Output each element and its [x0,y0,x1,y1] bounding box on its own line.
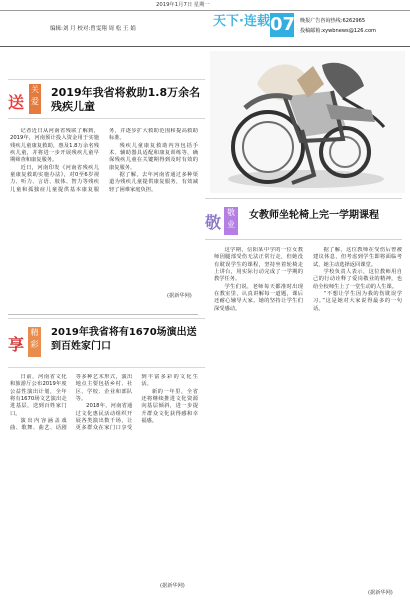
section-title: 天下·连载 [213,14,270,29]
story-tag-large: 享 [8,335,25,354]
wheelchair-photo-graphic [210,51,405,193]
story-title: 2019年我省将救助1.8万余名残疾儿童 [51,86,201,113]
story-title: 2019年我省将有1670场演出送到百姓家门口 [51,327,197,352]
story-paragraph: 这学期，信阳某中学的一位女教师因腿部受伤无法正常行走，但她没有耽误学生的课程，坚持坐着轮椅走上讲台，用实际行动完成了一学期的教学任务。 [214,247,303,283]
story-paragraph: 据了解，去年河南省通过多种渠道为残疾儿童提供康复服务，有效减轻了困难家庭负担。 [109,172,198,193]
story-tag-small: 敬业 [224,207,238,235]
story-paragraph: 记者近日从河南省残联了解到，2019年，河南预计投入资金用于实施残疾儿童康复救助，惠及1.8万余名残疾儿童，并将进一步开展残疾儿童早期筛查和康复服务。 [10,128,99,164]
story-tag-small: 精彩 [28,327,41,357]
story-paragraph: 日前，河南省文化和旅游厅公布2019年度公益性演出计划，全年将有1670场文艺演出走进基层，送到百姓家门口。 [10,374,67,417]
story-paragraph: 据了解，这位教师在受伤后曾被建议休息，但考虑到学生即将面临考试，她主动选择返回课堂。 [313,247,402,268]
advertising-hotline: 晚报广告咨询热线:6262965 [300,18,366,24]
story-title: 女教师坐轮椅上完一学期课程 [249,210,379,221]
story-paragraph: 近日，河南印发《河南省残疾儿童康复救助实施办法》，对0至6岁视力、听力、言语、肢体、智力等残疾儿童和孤独症儿童提供基本康复服务，并逐步扩大救助范围和提高救助标准。 [10,128,198,193]
story-paragraph: 残疾儿童康复救助内容包括手术、辅助器具适配和康复训练等，确保残疾儿童在关键期得到及时有效的康复服务。 [109,142,198,171]
cultural-activities-header [8,318,205,368]
top-meta-bar [0,0,410,11]
child-medical-aid-header [8,79,205,119]
story-tag-large: 敬 [205,213,222,232]
child-medical-aid-story [0,47,205,312]
story-paragraph: “不想让学生因为我的伤耽误学习。”这是她对大家说得最多的一句话。 [313,291,402,312]
submission-email: 投稿邮箱:xywbnews@126.com [300,28,377,34]
editorial-credits: 编辑:刘 月 校对:曾雯翔 周 松 王 娟 [50,26,136,32]
issue-date: 2019年1月7日 星期一 [156,2,210,8]
wheelchair-illustration [210,51,405,193]
story-tag-large: 送 [8,93,25,112]
cultural-activities-body [10,374,198,576]
cultural-activities-story [0,318,205,616]
story-paragraph: 新的一年里，全省还将继续推进文化资源向基层倾斜，进一步提升群众文化获得感和幸福感。 [141,388,198,425]
story-paragraph: 学校负责人表示，这位教师用自己的行动诠释了爱岗敬业的精神，也给全校师生上了一堂生动的人生课。 [313,269,402,290]
contact-information [300,16,403,36]
story-paragraph: 学生们说，老师每天都准时出现在教室里，认真讲解每一道题，课后还耐心辅导大家。她的坚持让学生们深受感动。 [214,283,303,312]
page-masthead [0,12,410,47]
story-source-credit: (据新华网) [160,583,185,589]
story-source-credit: (据新华网) [368,590,393,596]
story-paragraph: 2018年，河南省通过文化惠民活动组织开展各类演出数千场，让更多群众在家门口享受到丰富多彩的文化生活。 [75,374,198,432]
story-source-credit: (据新华网) [167,293,192,299]
teacher-wheelchair-body [214,247,402,595]
section-page-number: 07 [270,14,296,35]
story-paragraph: 演出内容涵盖戏曲、歌舞、曲艺、话剧等多种艺术形式，演出地点主要包括乡村、社区、学校、企业和部队等。 [10,374,133,432]
child-medical-aid-body [10,128,198,287]
story-divider-line [8,314,198,315]
story-tag-small: 关爱 [29,84,41,114]
teacher-wheelchair-header [205,198,402,240]
